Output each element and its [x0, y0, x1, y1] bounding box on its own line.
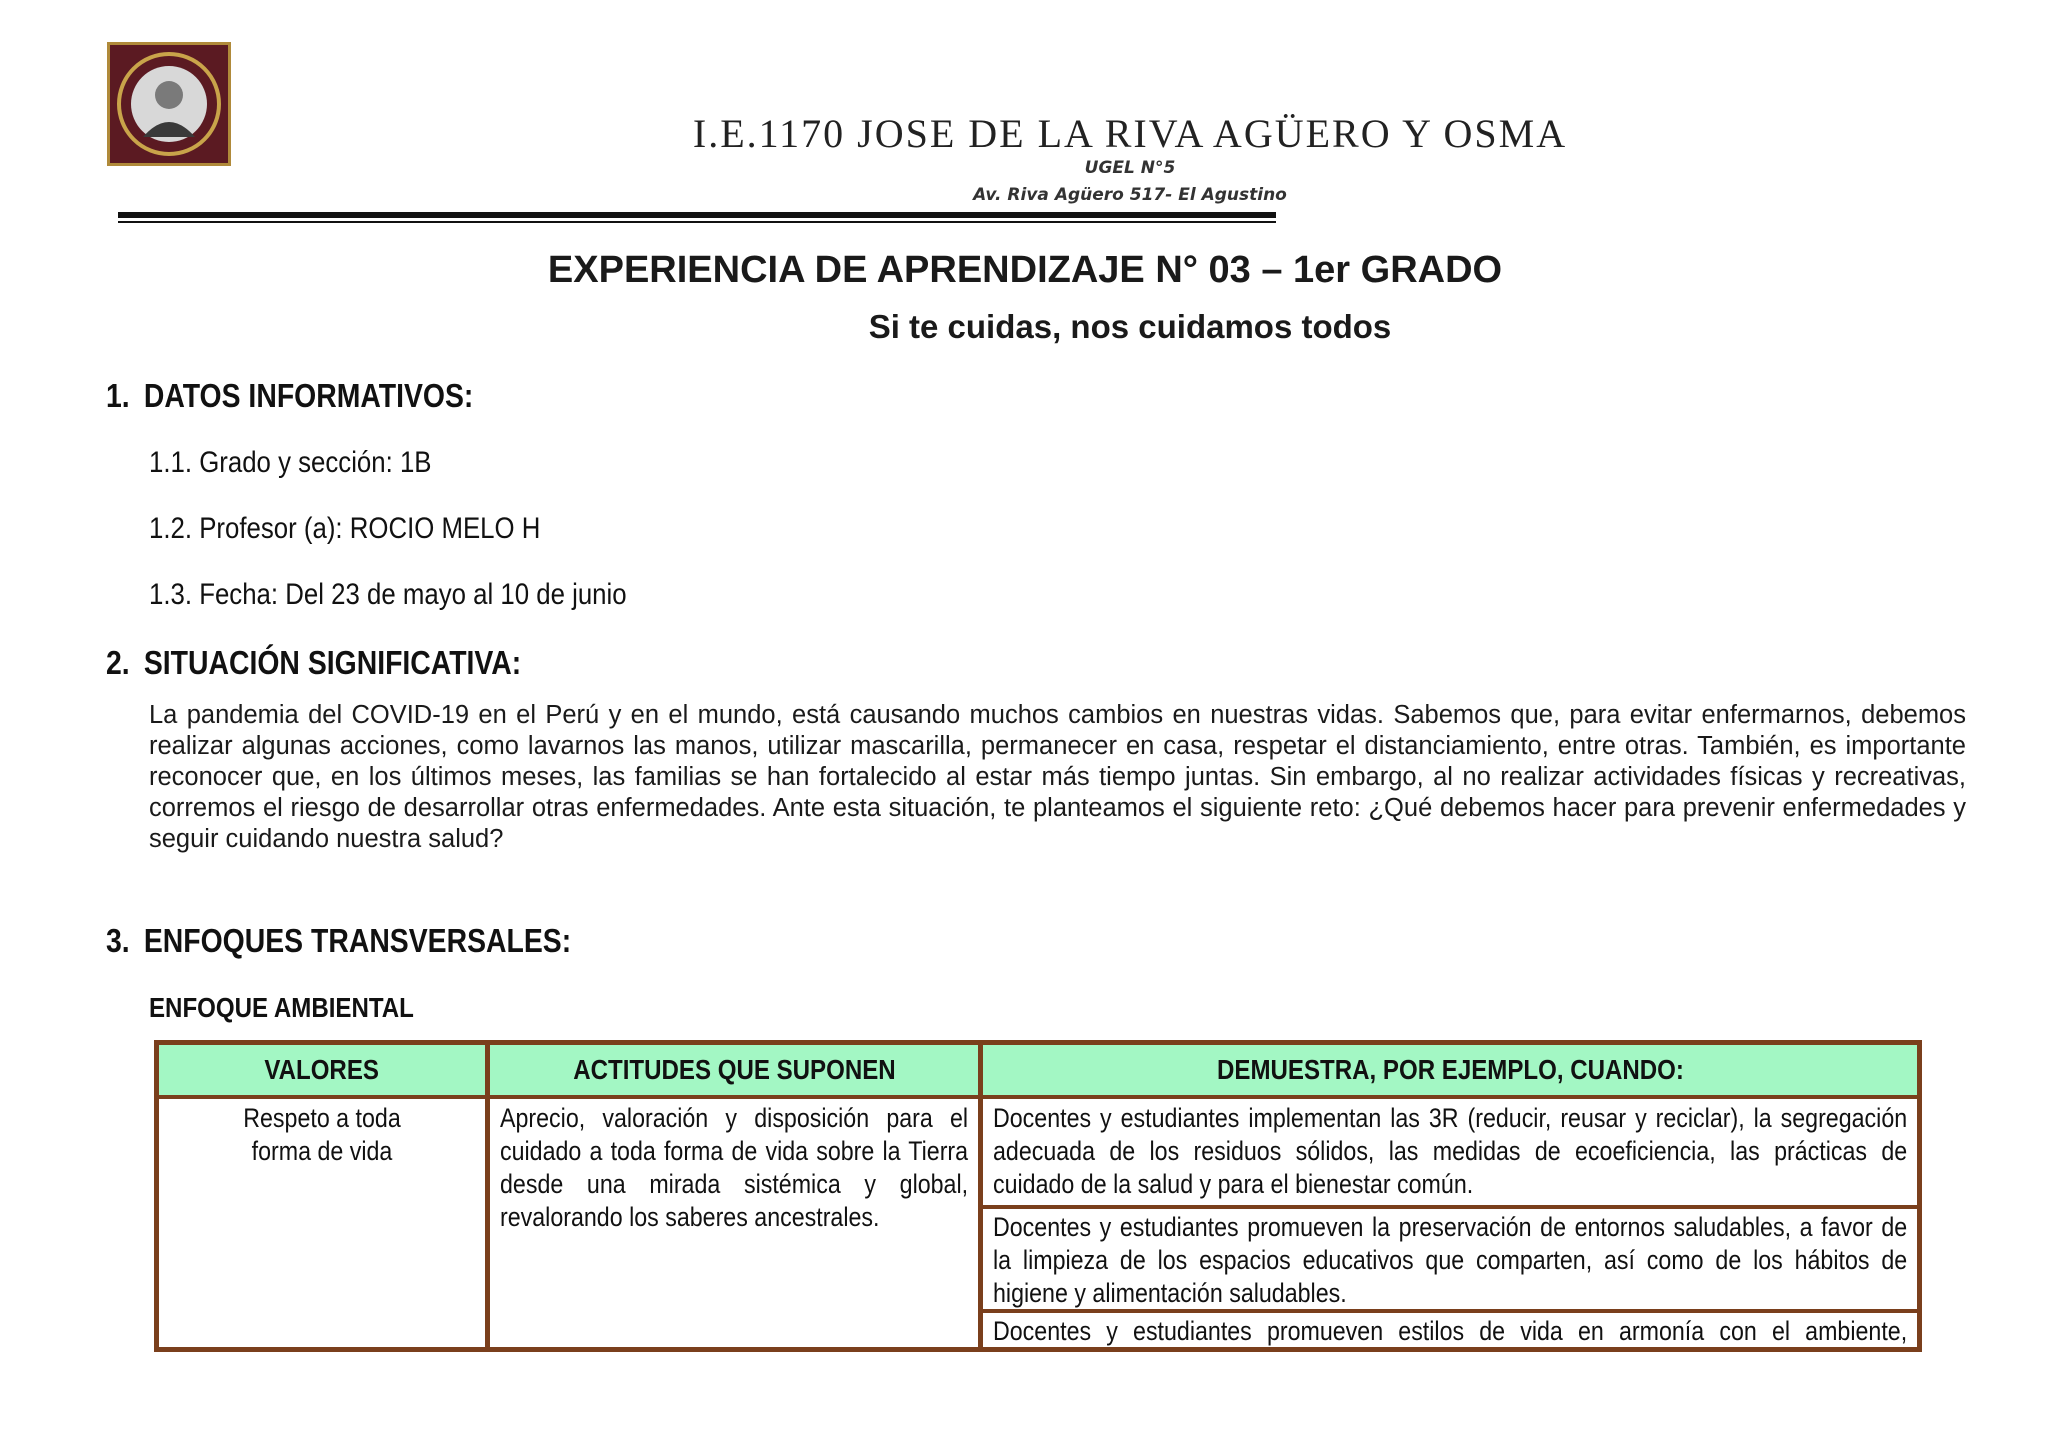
info-grado-seccion: 1.1. Grado y sección: 1B: [149, 446, 432, 479]
section-number: 2.: [106, 644, 130, 681]
cell-ejemplo-2: Docentes y estudiantes promueven la preservación de entornos saludables, a favor de la limpieza de los espacios educativos que comparten, así como de los hábitos de higiene y alimentación saludables.: [993, 1212, 1908, 1308]
section-number: 1.: [106, 377, 130, 414]
section-heading: ENFOQUES TRANSVERSALES:: [143, 922, 572, 959]
info-profesor: 1.2. Profesor (a): ROCIO MELO H: [149, 512, 541, 545]
section-enfoques-transversales: [106, 922, 571, 960]
section-heading: DATOS INFORMATIVOS:: [143, 377, 474, 414]
header-divider-thin: [118, 221, 1276, 223]
cell-ejemplo-1: Docentes y estudiantes implementan las 3R (reducir, reusar y reciclar), la segregación adecuada de los residuos sólidos, las medidas de ecoeficiencia, las prácticas de cuidado de la salud y para el bienestar común.: [993, 1103, 1908, 1199]
table-header-rule: [159, 1095, 1917, 1099]
header-valores: VALORES: [159, 1045, 485, 1095]
cell-ejemplo-3: Docentes y estudiantes promueven estilos de vida en armonía con el ambiente,: [993, 1316, 1907, 1346]
page-subtitle: Si te cuidas, nos cuidamos todos: [868, 308, 1392, 345]
table-divider: [978, 1045, 983, 1347]
header-divider-thick: [118, 212, 1276, 218]
ugel-label: UGEL N°5: [1084, 158, 1176, 178]
cell-valor: Respeto a toda forma de vida: [243, 1103, 401, 1166]
table-divider: [485, 1045, 490, 1347]
table-row-rule: [983, 1205, 1917, 1209]
header-actitudes: ACTITUDES QUE SUPONEN: [490, 1045, 978, 1095]
enfoque-label: ENFOQUE AMBIENTAL: [149, 992, 414, 1023]
section-heading: SITUACIÓN SIGNIFICATIVA:: [143, 644, 522, 681]
info-fecha: 1.3. Fecha: Del 23 de mayo al 10 de junio: [149, 578, 627, 611]
enfoque-table: [154, 1040, 1922, 1352]
situacion-paragraph: La pandemia del COVID-19 en el Perú y en el mundo, está causando muchos cambios en nuestras vidas. Sabemos que, para evitar enfermarnos, debemos realizar algunas acciones, como lavarnos las manos, utilizar mascarilla, permanecer en casa, respetar el distanciamiento, entre otras. También, es importante reconocer que, en los últimos meses, las familias se han fortalecido al estar más tiempo juntas. Sin embargo, al no realizar actividades físicas y recreativas, corremos el riesgo de desarrollar otras enfermedades. Ante esta situación, te planteamos el siguiente reto: ¿Qué debemos hacer para prevenir enfermedades y seguir cuidando nuestra salud?: [149, 701, 1966, 853]
section-situacion-significativa: [106, 644, 521, 682]
header-demuestra: DEMUESTRA, POR EJEMPLO, CUANDO:: [983, 1045, 1917, 1095]
school-address: Av. Riva Agüero 517- El Agustino: [973, 185, 1287, 205]
school-logo: [107, 42, 231, 166]
page-title: EXPERIENCIA DE APRENDIZAJE N° 03 – 1er GRADO: [547, 249, 1503, 291]
cell-actitud: Aprecio, valoración y disposición para el cuidado a toda forma de vida sobre la Tierra desde una mirada sistémica y global, revalorando los saberes ancestrales.: [500, 1103, 969, 1232]
school-name: I.E.1170 JOSE DE LA RIVA AGÜERO Y OSMA: [692, 111, 1568, 156]
section-number: 3.: [106, 922, 130, 959]
section-datos-informativos: [106, 377, 473, 415]
